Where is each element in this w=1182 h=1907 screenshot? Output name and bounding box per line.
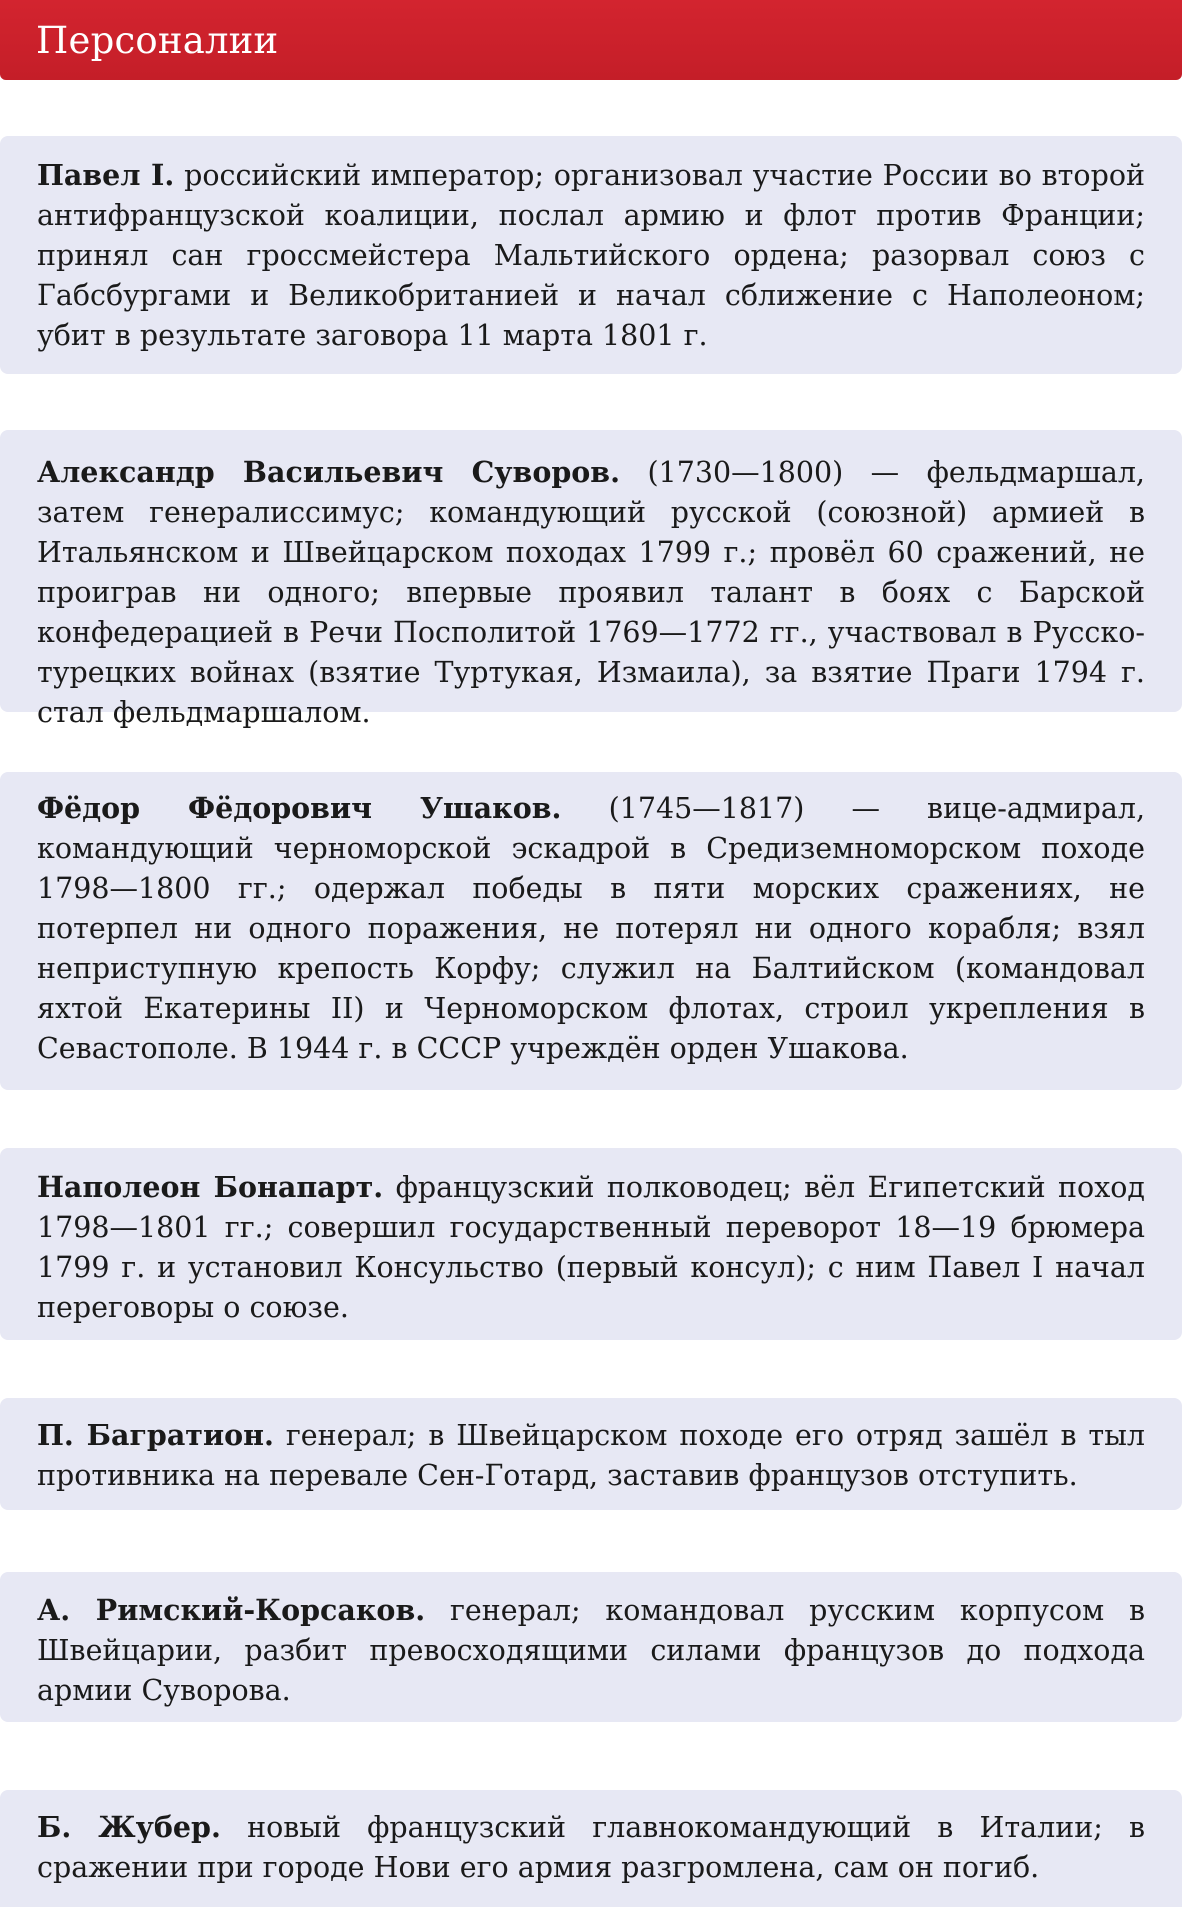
person-description: российский император; организовал участие России во второй антифранцузской коалиции, послал армию и флот против Франции; принял сан гроссмейстера Мальтийского ордена; разорвал союз с Габсбургами и Великобританией и начал сближение с Наполеоном; убит в результате заговора 11 марта 1801 г.: [37, 159, 1145, 352]
person-description: генерал; командовал русским корпусом в Швейцарии, разбит превосходящими силами французов до подхода армии Суворова.: [37, 1594, 1146, 1707]
person-description: генерал; в Швейцарском походе его отряд зашёл в тыл противника на перевале Сен-Готард, заставив французов отступить.: [37, 1419, 1145, 1492]
entry-paragraph: [37, 1590, 1145, 1711]
entry-paragraph: [37, 1807, 1145, 1888]
person-name: Александр Васильевич Суворов.: [37, 455, 621, 489]
person-entry-ushakov: [0, 772, 1182, 1090]
person-entry-napoleon: [0, 1148, 1182, 1340]
person-entry-pavel: [0, 136, 1182, 374]
person-description: (1745—1817) — вице-адмирал, командующий черноморской эскадрой в Средиземноморском походе 1798—1800 гг.; одержал победы в пяти морских сражениях, не потерпел ни одного поражения, не потерял ни одного корабля; взял неприступную крепость Корфу; служил на Балтийском (командовал яхтой Екатерины II) и Черноморском флотах, строил укрепления в Севастополе. В 1944 г. в СССР учреждён орден Ушакова.: [37, 792, 1146, 1065]
entry-paragraph: [37, 788, 1145, 1069]
entry-paragraph: [37, 452, 1145, 733]
person-entry-bagration: [0, 1398, 1182, 1510]
section-header: [0, 0, 1182, 80]
person-description: французский полководец; вёл Египетский поход 1798—1801 гг.; совершил государственный переворот 18—19 брюмера 1799 г. и установил Консульство (первый консул); с ним Павел I начал переговоры о союзе.: [37, 1171, 1145, 1324]
person-description: (1730—1800) — фельдмаршал, затем генералиссимус; командующий русской (союзной) армией в Итальянском и Швейцарском походах 1799 г.; провёл 60 сражений, не проиграв ни одного; впервые проявил талант в боях с Барской конфедерацией в Речи Посполитой 1769—1772 гг., участвовал в Русско-турецких войнах (взятие Туртукая, Измаила), за взятие Праги 1794 г. стал фельдмаршалом.: [37, 456, 1145, 729]
entry-paragraph: [37, 155, 1145, 356]
person-entry-suvorov: [0, 430, 1182, 729]
person-name: Фёдор Фёдорович Ушаков.: [37, 791, 562, 825]
section-title: Персоналии: [36, 18, 279, 62]
entry-paragraph: [37, 1167, 1145, 1328]
entry-paragraph: [37, 1415, 1145, 1496]
person-entry-joubert: [0, 1790, 1182, 1907]
person-name: Наполеон Бонапарт.: [37, 1170, 384, 1204]
person-name: Павел I.: [37, 158, 175, 192]
person-name: Б. Жубер.: [37, 1810, 221, 1844]
person-entry-rimsky-korsakov: [0, 1572, 1182, 1722]
person-name: П. Багратион.: [37, 1418, 274, 1452]
person-name: А. Римский-Корсаков.: [37, 1593, 426, 1627]
person-description: новый французский главнокомандующий в Италии; в сражении при городе Нови его армия разгромлена, сам он погиб.: [37, 1811, 1145, 1884]
